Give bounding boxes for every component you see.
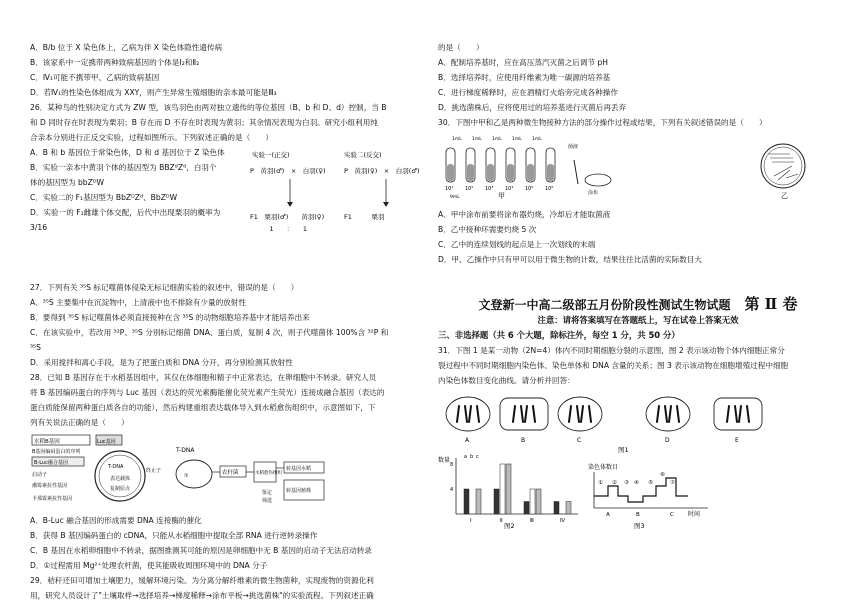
stage-marker: ⑦	[670, 480, 675, 486]
cell-label: A	[465, 437, 470, 444]
cell-outline	[558, 397, 602, 431]
bar-a	[494, 489, 499, 514]
cell-label: D	[665, 437, 670, 444]
q27-option-a: A．³⁵S 主要集中在沉淀物中，上清液中也不排除有少量的放射性	[30, 298, 246, 307]
chromosome	[739, 406, 741, 422]
tube-liquid	[507, 164, 514, 181]
exp1-parents: P 黄羽(♂) × 白羽(♀)	[250, 167, 326, 175]
identification-label: 鉴定	[262, 490, 273, 496]
bar-a	[464, 489, 469, 514]
cell-outline	[500, 398, 548, 430]
q28-option-c: C．B 基因在水稻卵细胞中不转录，据图推测其可能的原因是卵细胞中无 B 基因的启动子无法启动转录	[30, 546, 372, 555]
q30-option-d: D．甲、乙操作中只有甲可以用于微生物的计数，结果往往比活菌的实际数目大	[438, 255, 703, 264]
legend-label: b	[470, 454, 474, 460]
transfer-volume-label: 1mL	[472, 137, 482, 142]
q30-option-c: C．乙中的连续划线的起点是上一次划线的末端	[438, 240, 596, 249]
chromosome	[747, 406, 749, 422]
kanamycin-label: 卡那霉素抗性基因	[32, 496, 73, 502]
q29-option-c: C．进行梯度稀释时，应在酒精灯火焰旁完成各种操作	[438, 88, 618, 97]
figure1-cells	[446, 397, 762, 444]
tube-liquid	[467, 164, 474, 181]
q30-stem: 30．下图中甲和乙是两种微生物接种方法的部分操作过程或结果，下列有关叙述错误的是（ ）	[438, 118, 767, 127]
bar-a	[524, 502, 529, 515]
q25-option-d: D．若Ⅳ₁的性染色体组成为 XXY，则产生异常生殖细胞的亲本最可能是Ⅲ₃	[30, 88, 277, 97]
q26-option-b-1: B．实验一亲本中黄羽个体的基因型为 BBZᵈZᵈ，白羽个	[30, 163, 217, 172]
streak-plate	[761, 144, 805, 188]
cell-label: E	[735, 437, 739, 444]
transfer-volume-label: 1mL	[512, 137, 522, 142]
q26-cross-diagram	[248, 147, 433, 235]
promoter-label: 启动子	[32, 472, 48, 478]
q29-stem-3: 的是（ ）	[438, 43, 484, 52]
group-label: Ⅱ	[500, 518, 503, 524]
callus-label: 水稻愈伤组织	[255, 471, 282, 476]
spreader	[574, 160, 578, 184]
chromosome	[727, 406, 729, 422]
tube-dilution-label: 10³	[485, 186, 494, 192]
exp1-f1: F1 栗羽(♂) 黄羽(♀)	[250, 213, 325, 221]
q27-option-c-1: C．在该实验中，若改用 ³²P、³⁵S 分别标记细菌 DNA、蛋白质，复制 4 次，则子代噬菌体 100%含 ³²P 和	[30, 328, 389, 337]
exam-title: 文登新一中高二级部五月份阶段性测试生物试题	[478, 298, 731, 312]
t-dna-label: T-DNA	[108, 464, 124, 470]
q27-option-d: D．采用搅拌和离心手段，是为了把蛋白质和 DNA 分开，再分别检测其放射性	[30, 358, 293, 367]
chromosome	[677, 406, 679, 422]
q30-option-b: B．乙中接种环需要灼烧 5 次	[438, 225, 537, 234]
bar-b	[530, 489, 535, 514]
q31-figures	[438, 392, 838, 532]
exp1-arrow-head	[287, 202, 293, 207]
figure3-ylabel: 染色体数目	[588, 464, 619, 471]
screening-label: 筛选	[262, 498, 273, 504]
q31-stem-1: 31．下图 1 是某一动物（2N=4）体内不同时期细胞分裂的示意图，图 2 表示该动物个体内细胞正常分	[438, 346, 785, 355]
t-dna-top-label: T-DNA	[176, 447, 195, 454]
answer-notice: 注意：请将答案填写在答题纸上，写在试卷上答案无效	[537, 315, 739, 325]
exp2-title: 实验二(反交)	[344, 151, 382, 159]
tube-dilution-label: 10¹	[445, 186, 454, 192]
q31-stem-2: 裂过程中不同时期细胞内染色体、染色单体和 DNA 含量的关系；图 3 表示该动物在细胞增殖过程中细胞	[438, 361, 789, 370]
q30-option-a: A．甲中涂布前要将涂布器灼烧，冷却后才能取菌液	[438, 210, 611, 219]
q28-vector-diagram	[30, 432, 330, 506]
chromosome	[465, 406, 467, 422]
y-tick-label: 4	[450, 487, 454, 493]
origin-label: 复制原点	[110, 486, 131, 492]
section2-title	[438, 297, 838, 313]
bar-c	[536, 489, 541, 514]
fusion-gene-label: B-Luc融合基因	[34, 460, 68, 466]
figure3-xlabel: 时间	[688, 511, 701, 518]
q27-option-b: B．要得到 ³⁵S 标记噬菌体必须直接接种在含 ³⁵S 的动物细胞培养基中才能培养出来	[30, 313, 310, 322]
exp1-ratio: 1 ： 1	[250, 225, 308, 233]
chromosome	[581, 406, 583, 422]
segment-label: A	[606, 512, 610, 518]
q25-option-a: A．B/b 位于 X 染色体上，乙病为伴 X 染色体隐性遗传病	[30, 43, 223, 52]
right-column	[438, 40, 838, 537]
tube-dilution-label: 10²	[465, 186, 474, 192]
figure3-caption: 图3	[634, 522, 645, 530]
step-label: 涂布	[588, 190, 599, 196]
cell-label: B	[521, 437, 526, 444]
q26-stem-3: 合亲本分别进行正反交实验，过程如图所示。下列叙述正确的是（ ）	[30, 133, 273, 142]
q25-option-b: B．该家系中一定携带两种致病基因的个体是Ⅰ₂和Ⅱ₂	[30, 58, 200, 67]
stage-marker: ③	[624, 480, 629, 486]
exp1-title: 实验一(正交)	[252, 151, 290, 159]
terminator-label: 终止子	[146, 468, 162, 474]
tube-liquid	[527, 164, 534, 181]
chromosome	[469, 406, 471, 422]
transfer-volume-label: 1mL	[492, 137, 502, 142]
y-axis-label: 数量	[438, 457, 451, 464]
q29-option-a: A．配制培养基时，应在高压蒸汽灭菌之后调节 pH	[438, 58, 609, 67]
step-label: 菌液	[568, 144, 579, 150]
streak-plate-inner	[764, 147, 802, 185]
group-label: Ⅳ	[560, 518, 566, 524]
streak-lines	[768, 154, 798, 180]
tube-dilution-label: 10⁵	[525, 186, 534, 192]
rice-b-gene-label: 水稻B基因	[34, 439, 60, 445]
figure2-bar-chart	[438, 454, 578, 524]
transfer-volume-label: 1mL	[452, 137, 462, 142]
luc-gene-label: Luc基因	[97, 439, 116, 445]
transgenic-rice-label: 转基因水稻	[286, 466, 312, 472]
q26-options	[30, 145, 245, 235]
bar-a	[554, 502, 559, 515]
agrobacterium-label: 农杆菌	[222, 470, 239, 476]
stage-marker: ④	[634, 480, 639, 486]
stage-marker: ①	[598, 480, 603, 486]
segment-label: B	[636, 512, 640, 518]
chromosome	[665, 406, 667, 422]
spread-plate	[585, 174, 611, 186]
section-header: 三、非选择题（共 6 个大题，除标注外，每空 1 分，共 50 分）	[438, 330, 680, 340]
step-1-label: ①	[184, 473, 189, 479]
q28-stem-2: 将 B 基因编码蛋白的序列与 Luc 基因（表达的荧光素酶能催化荧光素产生荧光）连接成融合基因（表达的	[30, 388, 385, 397]
figure1-caption: 图1	[618, 446, 629, 454]
figure-jia-label: 甲	[498, 192, 505, 200]
exp2-parents: P 黄羽(♀) × 白羽(♂)	[344, 167, 420, 175]
chromosome	[513, 406, 515, 422]
q26-stem-2: 和 D 同时存在时表现为栗羽；B 存在而 D 不存在时表现为黄羽；其余情况表现为白羽。研究小组利用纯	[30, 118, 378, 127]
q29-option-b: B．选择培养时，应使用纤维素为唯一碳源的培养基	[438, 73, 611, 82]
q27-stem: 27．下列有关 ³⁵S 标记噬菌体侵染无标记细菌实验的叙述中，错误的是（ ）	[30, 283, 299, 292]
group-label: Ⅲ	[530, 518, 534, 524]
chromosome	[525, 406, 527, 422]
chromosome	[569, 406, 571, 422]
vector-label: 表达载体	[110, 476, 131, 482]
seedling-label: 转基因植株	[286, 488, 312, 494]
q26-stem-1: 26．某种鸟的性别决定方式为 ZW 型，该鸟羽色由两对独立遗传的等位基因（B、b 和 D、d）控制，当 B	[30, 103, 387, 112]
bar-c	[566, 502, 571, 515]
group-label: Ⅰ	[470, 518, 472, 524]
stage-marker: ②	[612, 480, 617, 486]
agrobacterium-cell	[176, 460, 212, 488]
stage-marker: ⑥	[660, 472, 665, 478]
chromosome	[477, 406, 479, 422]
tube-dilution-label: 10⁶	[545, 186, 554, 192]
figure2-caption: 图2	[504, 522, 515, 530]
q26-option-c: C．实验二的 F₁基因型为 BbZᴰZᵈ、BbZᴰW	[30, 193, 178, 202]
chromosome	[657, 406, 659, 422]
q28-stem-3: 蛋白质能保留两种蛋白质各自的功能），然后构建重组表达载体导入到水稻愈伤组织中，示意图如下，下	[30, 403, 376, 412]
figure-yi-label: 乙	[781, 192, 788, 200]
q28-stem-4: 列有关说法正确的是（ ）	[30, 418, 129, 427]
segment-label: C	[670, 512, 674, 518]
chromosome	[735, 406, 737, 422]
exp2-arrow-head	[383, 202, 389, 207]
chromosome	[521, 406, 523, 422]
q26-option-d-2: 3/16	[30, 223, 48, 232]
tube-dilution-label: 10⁴	[505, 186, 514, 192]
bar-c	[506, 464, 511, 514]
tube-liquid	[447, 164, 454, 181]
q26-option-a: A．B 和 b 基因位于常染色体，D 和 d 基因位于 Z 染色体	[30, 148, 225, 157]
chromosome	[533, 406, 535, 422]
cell-label: C	[577, 437, 582, 444]
q28-option-a: A．B-Luc 融合基因的形成需要 DNA 连接酶的催化	[30, 516, 202, 525]
tube-water-label: 9mL	[450, 195, 460, 200]
bar-b	[500, 464, 505, 514]
q26-option-d-1: D．实验一的 F₁雌雄个体交配，后代中出现栗羽的概率为	[30, 208, 221, 217]
cell-outline	[446, 397, 490, 431]
tube-liquid	[547, 164, 554, 181]
q29-option-d: D．挑选菌株后，应将使用过的培养基进行灭菌后再丢弃	[438, 103, 627, 112]
cell-outline	[646, 397, 690, 431]
volume-label: 第 Ⅱ 卷	[744, 295, 798, 313]
chromosome	[589, 406, 591, 422]
q26-block	[30, 145, 433, 280]
q27-option-c-2: ³⁵S	[30, 343, 41, 352]
q26-option-b-2: 体的基因型为 bbZᴰW	[30, 178, 105, 187]
q31-stem-3: 内染色体数目变化曲线。请分析并回答：	[438, 376, 575, 385]
y-tick-label: 8	[450, 462, 454, 468]
legend-label: c	[476, 454, 479, 460]
tube-liquid	[487, 164, 494, 181]
left-column	[30, 40, 433, 603]
cell-outline	[714, 398, 762, 430]
chromosome	[577, 406, 579, 422]
hygromycin-label: 潮霉素抗性基因	[32, 483, 68, 489]
q28-option-b: B．获得 B 基因编码蛋白的 cDNA，只能从水稻细胞中提取全部 RNA 进行逆转录操作	[30, 531, 318, 540]
exp2-f1: F1 栗羽	[344, 213, 385, 221]
chromosome	[457, 406, 459, 422]
chromosome	[669, 406, 671, 422]
q25-option-c: C．Ⅳ₁可能不携带甲、乙病的致病基因	[30, 73, 160, 82]
transfer-volume-label: 1mL	[532, 137, 542, 142]
bar-c	[476, 489, 481, 514]
q28-option-d: D．①过程需用 Mg²⁺处理农杆菌，使其能吸收周围环境中的 DNA 分子	[30, 561, 268, 570]
q30-inoculation-figure	[438, 132, 838, 200]
stage-marker: ⑤	[648, 480, 653, 486]
q29-stem-1: 29．秸秆还田可增加土壤肥力，缓解环境污染。为分离分解纤维素的微生物菌种，实现废物的资源化利	[30, 576, 374, 585]
q28-stem-1: 28．已知 B 基因存在于水稻基因组中，其仅在体细胞和精子中正常表达，在卵细胞中不转录。研究人员	[30, 373, 377, 382]
b-coding-seq-label: B基因编码蛋白的序列	[32, 449, 81, 455]
q29-stem-2: 用，研究人员设计了"土壤取样→选择培养→梯度稀释→涂布平板→挑选菌株"的实验流程。下列叙述正确	[30, 591, 374, 600]
legend-label: a	[464, 454, 468, 460]
